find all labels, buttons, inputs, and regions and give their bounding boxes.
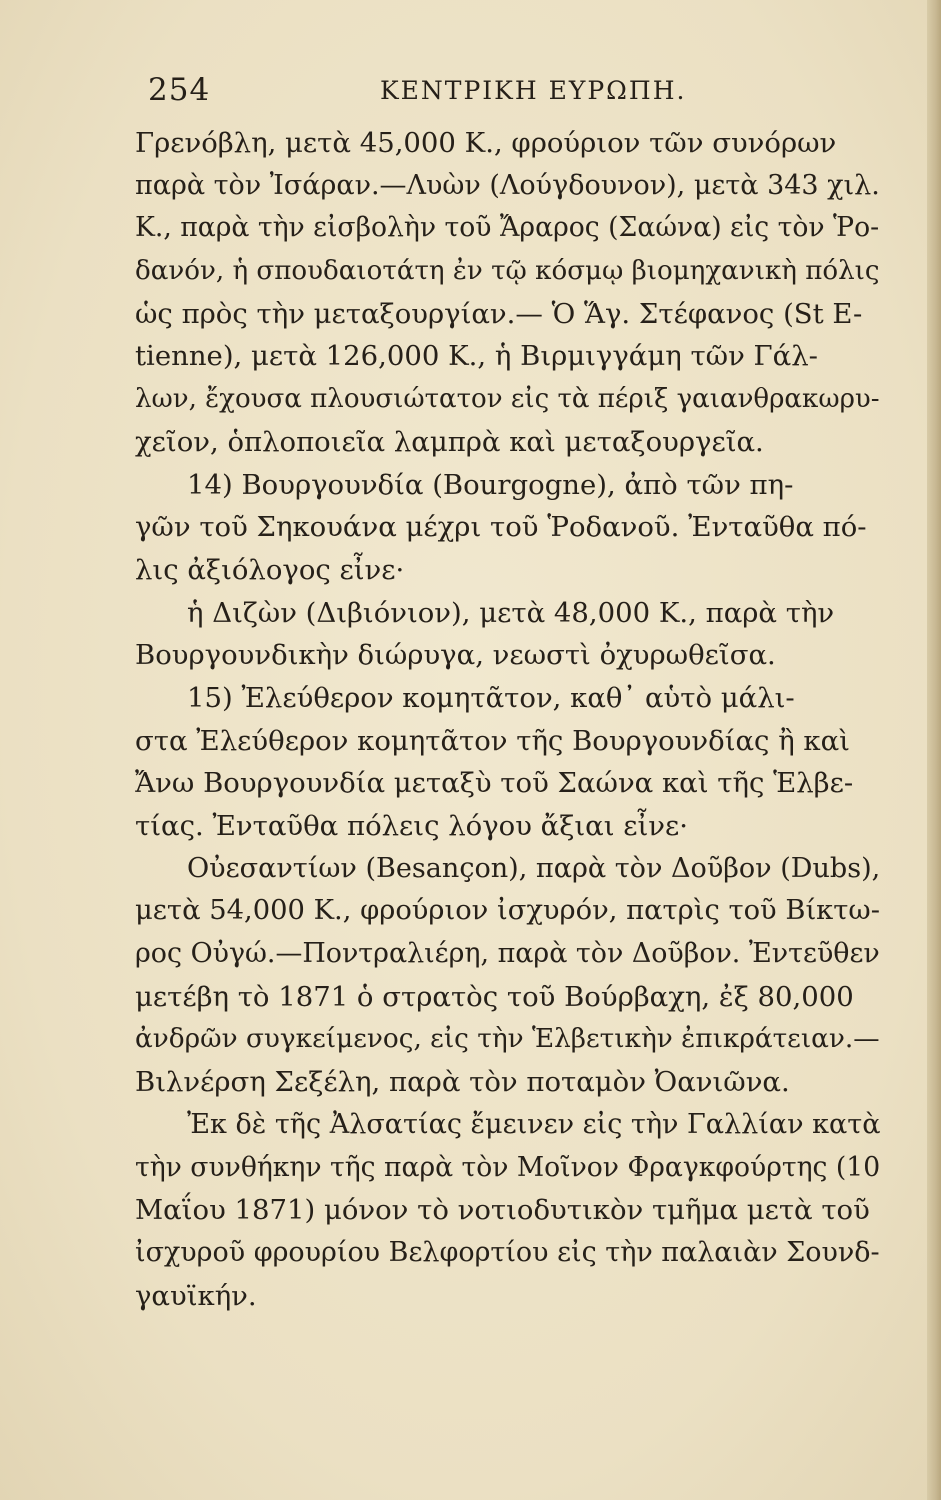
text-line: τὴν συνθήκην τῆς παρὰ τὸν Μοῖνον Φραγκφούρτης (10 bbox=[135, 1151, 880, 1183]
text-line: γαυϊκήν. bbox=[135, 1279, 257, 1312]
text-line: Γρενόβλη, μετὰ 45,000 Κ., φρούριον τῶν συνόρων bbox=[135, 127, 837, 159]
text-line: τίας. Ἐνταῦθα πόλεις λόγου ἄξιαι εἶνε· bbox=[135, 810, 688, 842]
text-line: Βιλνέρση Σεξέλη, παρὰ τὸν ποταμὸν Ὀανιῶνα. bbox=[135, 1066, 790, 1099]
text-line: παρὰ τὸν Ἰσάραν.—Λυὼν (Λούγδουνον), μετὰ 343 χιλ. bbox=[135, 169, 880, 201]
text-line: Μαΐου 1871) μόνον τὸ νοτιοδυτικὸν τμῆμα μετὰ τοῦ bbox=[135, 1194, 870, 1227]
text-line: ρος Οὐγώ.—Ποντραλιέρη, παρὰ τὸν Δοῦβον. Ἐντεῦθεν bbox=[135, 938, 880, 970]
text-line: γῶν τοῦ Σηκουάνα μέχρι τοῦ Ῥοδανοῦ. Ἐνταῦθα πό- bbox=[135, 511, 867, 544]
page-edge bbox=[927, 0, 941, 1500]
text-line: Ἐκ δὲ τῆς Ἀλσατίας ἔμεινεν εἰς τὴν Γαλλίαν κατὰ bbox=[187, 1108, 880, 1140]
text-line: Κ., παρὰ τὴν εἰσβολὴν τοῦ Ἄραρος (Σαώνα) εἰς τὸν Ῥο- bbox=[135, 212, 880, 244]
text-line: δανόν, ἡ σπουδαιοτάτη ἐν τῷ κόσμῳ βιομηχανικὴ πόλις bbox=[135, 256, 880, 287]
section-heading-line: 15) Ἐλεύθερον κομητᾶτον, καθ᾽ αὑτὸ μάλι- bbox=[187, 681, 795, 714]
text-line: Οὐεσαντίων (Besançon), παρὰ τὸν Δοῦβον (Dubs), bbox=[187, 852, 880, 884]
text-line: λις ἀξιόλογος εἶνε· bbox=[135, 553, 405, 586]
running-title: ΚΕΝΤΡΙΚΗ ΕΥΡΩΠΗ. bbox=[380, 76, 687, 105]
text-line: μετέβη τὸ 1871 ὁ στρατὸς τοῦ Βούρβαχη, ἐξ 80,000 bbox=[135, 980, 854, 1013]
text-line: Ἄνω Βουργουνδία μεταξὺ τοῦ Σαώνα καὶ τῆς Ἑλβε- bbox=[135, 767, 854, 800]
text-line: χεῖον, ὁπλοποιεῖα λαμπρὰ καὶ μεταξουργεῖα. bbox=[135, 425, 764, 458]
text-line: μετὰ 54,000 Κ., φρούριον ἰσχυρόν, πατρὶς τοῦ Βίκτω- bbox=[135, 895, 880, 927]
text-line: λων, ἔχουσα πλουσιώτατον εἰς τὰ πέριξ γαιανθρακωρυ- bbox=[135, 384, 880, 415]
body-text bbox=[135, 122, 880, 1317]
page-number: 254 bbox=[148, 72, 211, 108]
text-line: ἀνδρῶν συγκείμενος, εἰς τὴν Ἑλβετικὴν ἐπικράτειαν.— bbox=[135, 1024, 880, 1055]
section-heading-line: 14) Βουργουνδία (Bourgogne), ἀπὸ τῶν πη- bbox=[187, 468, 794, 501]
text-line: ὡς πρὸς τὴν μεταξουργίαν.— Ὁ Ἅγ. Στέφανος (St E- bbox=[135, 297, 863, 330]
text-line: στα Ἐλεύθερον κομητᾶτον τῆς Βουργουνδίας ἢ καὶ bbox=[135, 724, 850, 757]
page-header bbox=[140, 72, 870, 116]
text-line: tienne), μετὰ 126,000 Κ., ἡ Βιρμιγγάμη τῶν Γάλ- bbox=[135, 340, 818, 373]
text-line: ἰσχυροῦ φρουρίου Βελφορτίου εἰς τὴν παλαιὰν Σουνδ- bbox=[135, 1236, 880, 1268]
text-line: Βουργουνδικὴν διώρυγα, νεωστὶ ὀχυρωθεῖσα. bbox=[135, 639, 776, 672]
text-line: ἡ Διζὼν (Διβιόνιον), μετὰ 48,000 Κ., παρὰ τὴν bbox=[187, 596, 835, 629]
